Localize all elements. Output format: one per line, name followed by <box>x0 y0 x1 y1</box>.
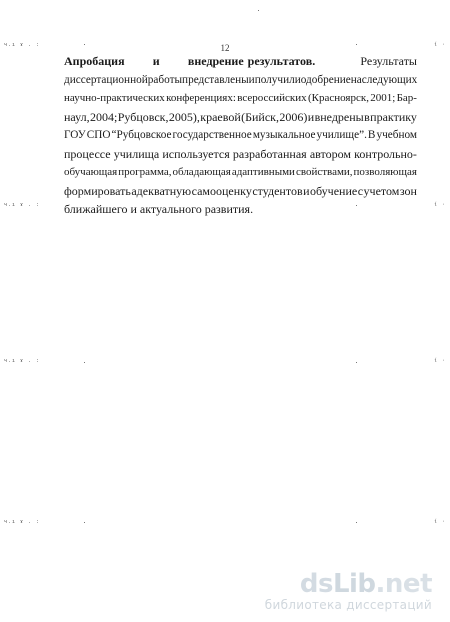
page-number: 12 <box>220 43 230 53</box>
scan-mark-left-4: ч.ı ɤ . : <box>4 519 41 525</box>
scan-dot <box>258 10 259 11</box>
heading-word-2: и <box>152 54 160 68</box>
heading-word-1: Апробация <box>64 54 125 68</box>
scan-mark-right-4: ί · <box>434 519 447 525</box>
paragraph-line-6: обучающая программа, обладающая адаптивными свойствами, позволяющая <box>64 166 417 178</box>
paragraph-line-1: диссертационной работы представлены и получили одобрение на следующих <box>64 73 418 86</box>
scan-dot <box>356 522 357 523</box>
scan-mark-right-3: ί · <box>434 358 447 364</box>
scan-dot <box>356 44 357 45</box>
scan-mark-right-2: ί · <box>434 202 447 208</box>
heading-tail: Результаты <box>360 54 417 68</box>
paragraph-line-2: научно-практических конференциях: всероссийских (Красноярск, 2001; Бар- <box>64 92 417 104</box>
scan-dot <box>84 362 85 363</box>
scan-mark-right-1: ί · <box>434 42 447 48</box>
dslib-subtitle: библиотека диссертаций <box>264 598 432 612</box>
scan-dot <box>84 522 85 523</box>
dslib-watermark <box>265 571 432 612</box>
paragraph-line-7: формировать адекватную самооценку студентов и обучение с учетом зон <box>64 183 417 198</box>
body-paragraph <box>64 52 417 219</box>
heading-word-3: внедрение <box>187 54 244 68</box>
scan-mark-left-3: ч.ı ɤ . : <box>4 358 41 364</box>
scan-dot <box>356 362 357 363</box>
paragraph-line-3: наул, 2004; Рубцовск, 2005), краевой (Бийск, 2006) и внедрены в практику <box>64 109 417 124</box>
scan-dot <box>84 44 85 45</box>
paragraph-line-4: ГОУ СПО “Рубцовское государственное музыкальное училище”. В учебном <box>64 129 417 141</box>
dslib-logo: dsLib.net <box>299 569 432 599</box>
scan-dot <box>356 205 357 206</box>
heading-word-4: результатов. <box>247 54 316 68</box>
paragraph-line-8: ближайшего и актуального развития. <box>64 202 254 216</box>
paragraph-line-5: процессе училища используется разработанная автором контрольно- <box>64 146 417 161</box>
scan-mark-left-2: ч.ı ɤ . : <box>4 202 41 208</box>
paragraph-heading-line <box>64 52 417 71</box>
scan-mark-left-1: ч.ı ɤ . : <box>4 42 41 48</box>
